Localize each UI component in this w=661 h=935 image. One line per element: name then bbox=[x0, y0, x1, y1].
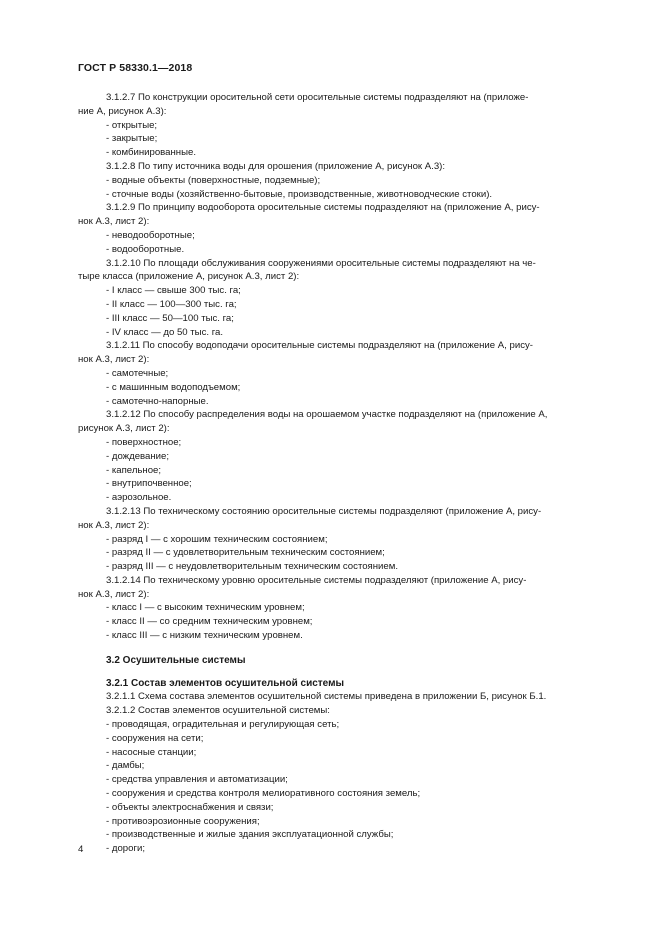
list-item: - класс III — с низким техническим уровнем. bbox=[106, 630, 303, 642]
list-item: - противоэрозионные сооружения; bbox=[106, 815, 260, 827]
list-item: - комбинированные. bbox=[106, 147, 196, 159]
subsection-heading: 3.2.1 Состав элементов осушительной системы bbox=[106, 677, 345, 689]
text-line: тыре класса (приложение А, рисунок А.3, лист 2): bbox=[78, 271, 300, 283]
list-item: - с машинным водоподъемом; bbox=[106, 381, 241, 393]
list-item: - насосные станции; bbox=[106, 746, 197, 758]
list-item: - разряд II — с удовлетворительным техническим состоянием; bbox=[106, 547, 385, 559]
list-item: - закрытые; bbox=[106, 133, 158, 145]
text-line: ние А, рисунок А.3): bbox=[78, 105, 167, 117]
list-item: - капельное; bbox=[106, 464, 162, 476]
list-item: - неводооборотные; bbox=[106, 229, 195, 241]
text-line: 3.1.2.14 По техническому уровню оросительные системы подразделяют (приложение А, рису- bbox=[106, 574, 527, 586]
list-item: - разряд I — с хорошим техническим состоянием; bbox=[106, 533, 328, 545]
list-item: - внутрипочвенное; bbox=[106, 478, 192, 490]
text-line: 3.1.2.12 По способу распределения воды на орошаемом участке подразделяют на (приложение А, bbox=[106, 409, 548, 421]
list-item: - производственные и жилые здания эксплуатационной службы; bbox=[106, 829, 394, 841]
list-item: - сооружения и средства контроля мелиоративного состояния земель; bbox=[106, 788, 421, 800]
list-item: - проводящая, оградительная и регулирующая сеть; bbox=[106, 719, 340, 731]
page-content bbox=[78, 91, 614, 856]
list-item: - класс II — со средним техническим уровнем; bbox=[106, 616, 313, 628]
text-line: 3.2.1.1 Схема состава элементов осушительной системы приведена в приложении Б, рисунок Б.1. bbox=[106, 691, 547, 703]
list-item: - сооружения на сети; bbox=[106, 732, 204, 744]
list-item: - сточные воды (хозяйственно-бытовые, производственные, животноводческие стоки). bbox=[106, 188, 493, 200]
list-item: - средства управления и автоматизации; bbox=[106, 774, 288, 786]
text-line: рисунок А.3, лист 2): bbox=[78, 423, 170, 435]
list-item: - IV класс — до 50 тыс. га. bbox=[106, 326, 223, 338]
list-item: - аэрозольное. bbox=[106, 492, 172, 504]
list-item: - дороги; bbox=[106, 843, 145, 855]
text-line: нок А.3, лист 2): bbox=[78, 588, 150, 600]
page-number: 4 bbox=[78, 844, 84, 855]
text-line: 3.1.2.11 По способу водоподачи оросительные системы подразделяют на (приложение А, рису- bbox=[106, 340, 533, 352]
list-item: - объекты электроснабжения и связи; bbox=[106, 801, 274, 813]
list-item: - водные объекты (поверхностные, подземные); bbox=[106, 174, 321, 186]
text-line: 3.1.2.9 По принципу водооборота оросительные системы подразделяют на (приложение А, рису- bbox=[106, 202, 540, 214]
text-line: 3.1.2.8 По типу источника воды для орошения (приложение А, рисунок А.3): bbox=[106, 160, 446, 172]
list-item: - дождевание; bbox=[106, 450, 170, 462]
list-item: - III класс — 50—100 тыс. га; bbox=[106, 312, 234, 324]
text-line: нок А.3, лист 2): bbox=[78, 519, 150, 531]
list-item: - разряд III — с неудовлетворительным техническим состоянием. bbox=[106, 561, 399, 573]
document-code: ГОСТ Р 58330.1—2018 bbox=[78, 62, 193, 74]
text-line: 3.1.2.10 По площади обслуживания сооружениями оросительные системы подразделяют на че- bbox=[106, 257, 536, 269]
text-line: нок А.3, лист 2): bbox=[78, 354, 150, 366]
text-line: 3.1.2.13 По техническому состоянию оросительные системы подразделяют (приложение А, рису- bbox=[106, 505, 542, 517]
list-item: - водооборотные. bbox=[106, 243, 185, 255]
list-item: - II класс — 100—300 тыс. га; bbox=[106, 298, 237, 310]
list-item: - поверхностное; bbox=[106, 436, 182, 448]
list-item: - открытые; bbox=[106, 119, 158, 131]
list-item: - класс I — с высоким техническим уровнем; bbox=[106, 602, 305, 614]
text-line: 3.1.2.7 По конструкции оросительной сети оросительные системы подразделяют на (приложе- bbox=[106, 92, 529, 103]
list-item: - самотечные; bbox=[106, 367, 169, 379]
text-line: нок А.3, лист 2): bbox=[78, 216, 150, 228]
list-item: - дамбы; bbox=[106, 760, 145, 772]
text-line: 3.2.1.2 Состав элементов осушительной системы: bbox=[106, 705, 330, 717]
list-item: - самотечно-напорные. bbox=[106, 395, 209, 407]
section-heading: 3.2 Осушительные системы bbox=[106, 654, 246, 666]
list-item: - I класс — свыше 300 тыс. га; bbox=[106, 285, 241, 297]
